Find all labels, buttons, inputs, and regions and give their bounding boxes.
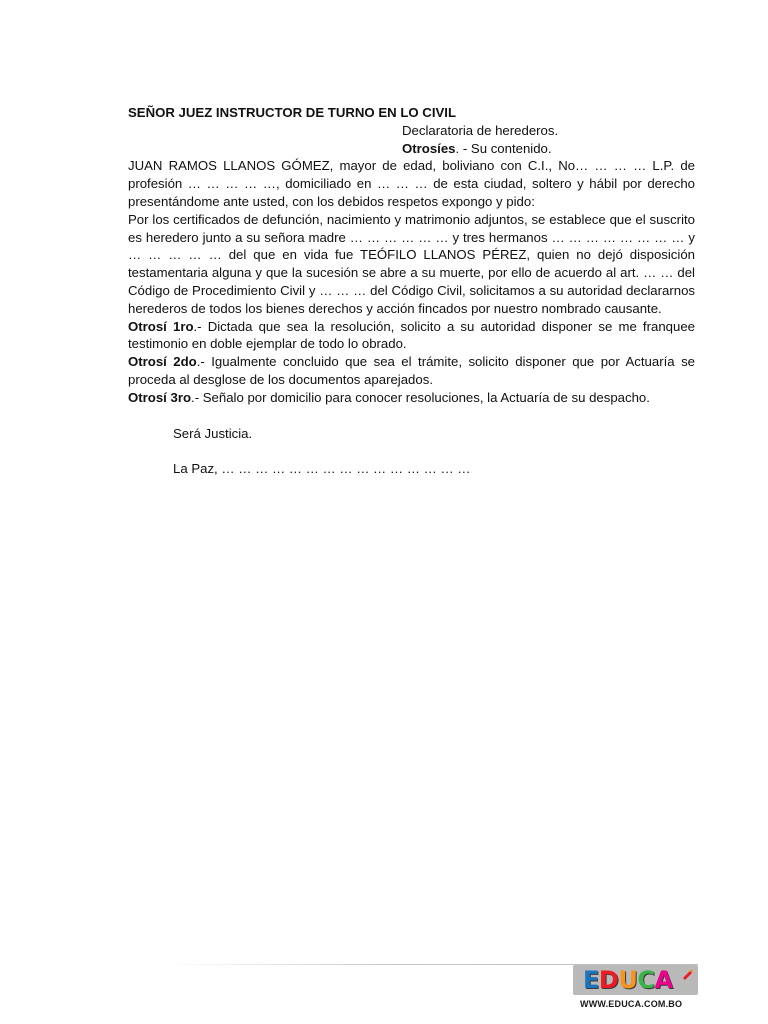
otrosies-rest: . - Su contenido. <box>455 140 552 156</box>
educa-logo-text <box>583 966 673 994</box>
otrosi-1-label: Otrosí 1ro <box>128 318 194 334</box>
logo-letter: D <box>598 966 619 994</box>
otrosi-2 <box>128 353 695 389</box>
closing-line: Será Justicia. <box>173 425 253 441</box>
otrosi-2-label: Otrosí 2do <box>128 354 197 370</box>
document-body <box>128 104 695 478</box>
otrosi-3-text: .- Señalo por domicilio para conocer resoluciones, la Actuaría de su despacho. <box>191 389 650 405</box>
intro-paragraph: JUAN RAMOS LLANOS GÓMEZ, mayor de edad, boliviano con C.I., No… … … … L.P. de profesión … … … … …, domiciliado en … … … de esta ciudad, soltero y hábil por derecho presentándome ante usted, con los debidos respetos expongo y pido: <box>128 158 695 209</box>
document-otrosies-line <box>128 140 695 158</box>
logo-letter: A <box>654 966 673 994</box>
document-title: SEÑOR JUEZ INSTRUCTOR DE TURNO EN LO CIVIL <box>128 105 457 120</box>
otrosi-2-text: .- Igualmente concluido que sea el trámite, solicito disponer que por Actuaría se proceda al desglose de los documentos aparejados. <box>128 354 695 387</box>
otrosi-1-text: .- Dictada que sea la resolución, solicito a su autoridad disponer se me franquee testimonio en doble ejemplar de todo lo obrado. <box>128 318 695 352</box>
place-date-line: La Paz, … … … … … … … … … … … … … … … <box>173 461 471 477</box>
logo-letter: C <box>637 966 655 994</box>
footer-url[interactable]: WWW.EDUCA.COM.BO <box>580 999 683 1009</box>
pencil-icon <box>681 968 693 980</box>
otrosi-3-label: Otrosí 3ro <box>128 389 192 405</box>
otrosi-3 <box>128 389 695 407</box>
logo-letter: U <box>618 966 638 994</box>
document-subject: Declaratoria de herederos. <box>402 122 559 138</box>
logo-letter: E <box>583 966 599 994</box>
otrosi-1 <box>128 318 695 354</box>
otrosies-label: Otrosíes <box>402 140 456 156</box>
educa-logo[interactable] <box>573 965 698 995</box>
body-paragraph: Por los certificados de defunción, nacimiento y matrimonio adjuntos, se establece que el suscrito es heredero junto a su señora madre … … … … … … y tres hermanos … … … … … … … … y … … … … … del que en vida fue TEÓFILO LLANOS PÉREZ, quien no dejó disposición testamentaria alguna y que la sucesión se abre a su muerte, por ello de acuerdo al art. … … del Código de Procedimiento Civil y … … … del Código Civil, solicitamos a su autoridad declararnos herederos de todos los bienes derechos y acción fincados por nuestro nombrado causante. <box>128 211 695 316</box>
